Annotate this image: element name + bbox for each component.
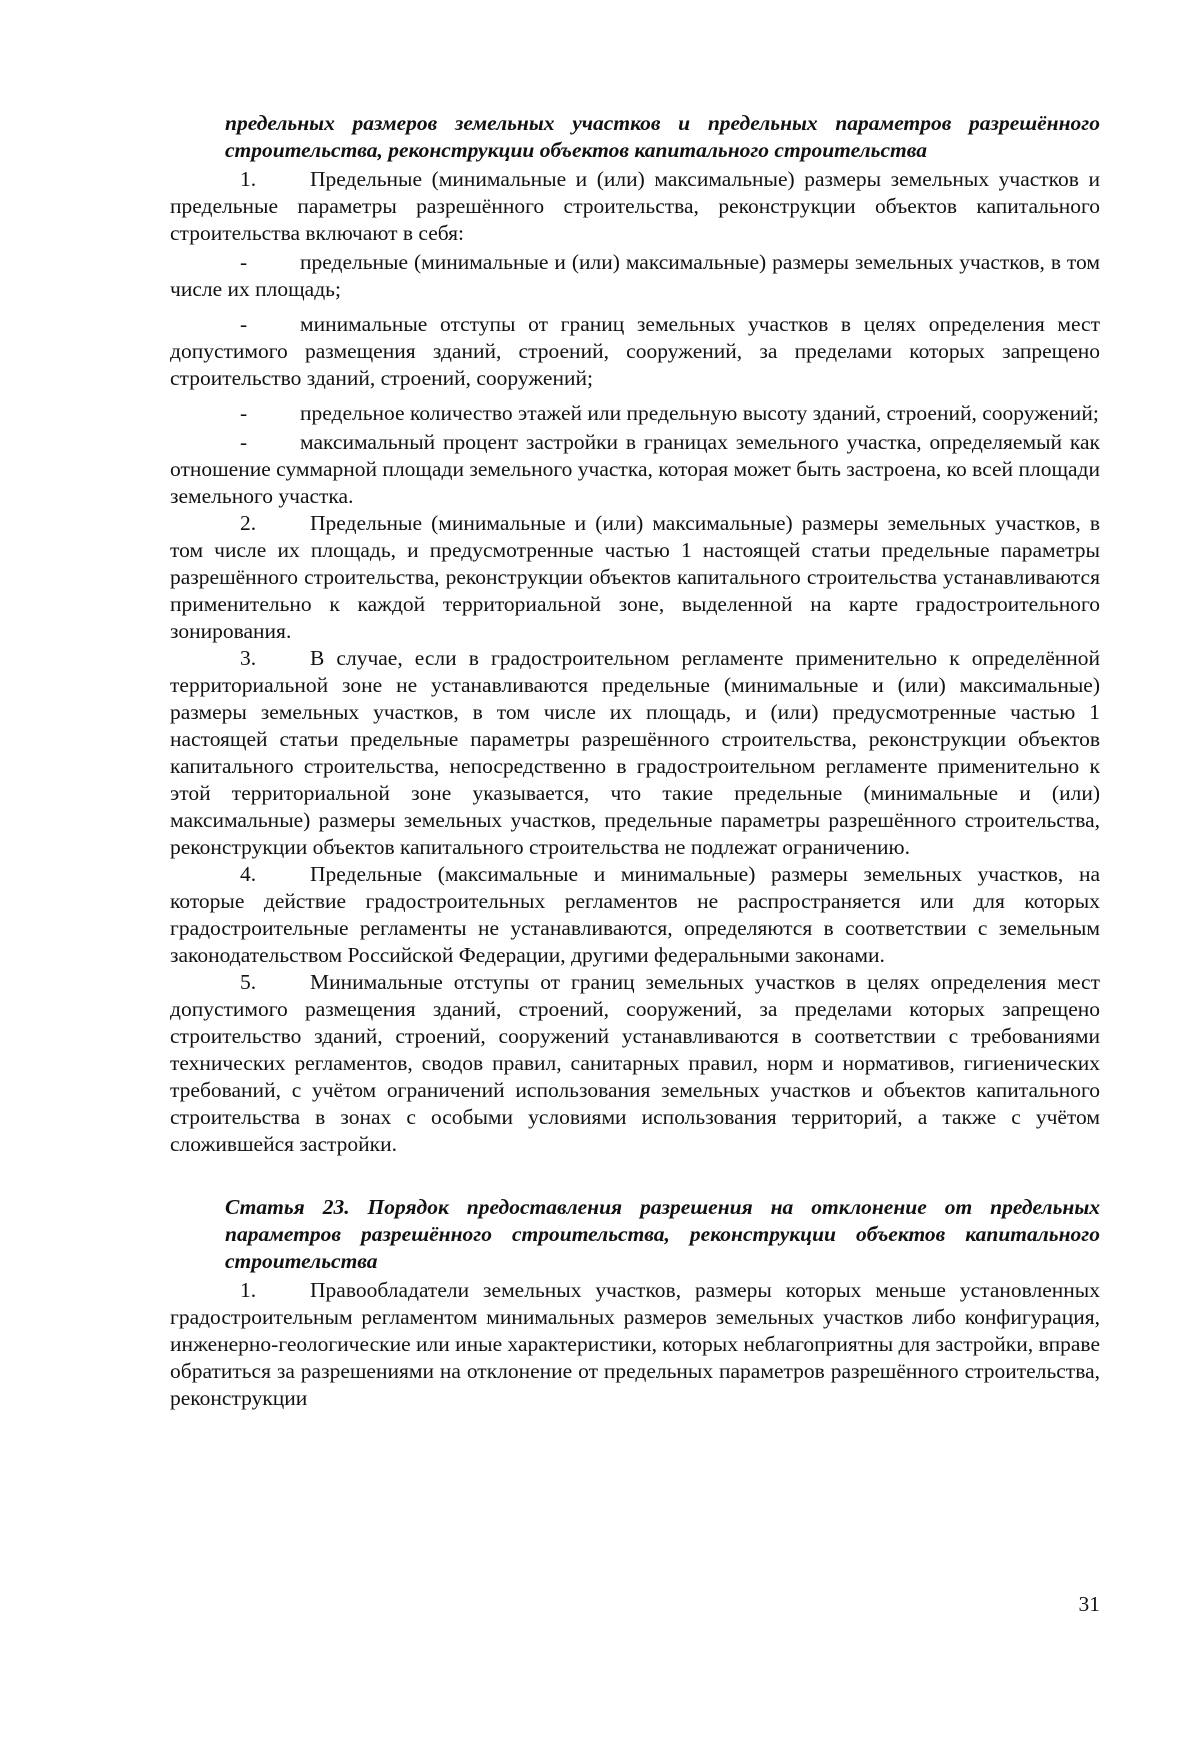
paragraph-text: Правообладатели земельных участков, размеры которых меньше установленных градостроительным регламентом минимальных размеров земельных участков либо конфигурация, инженерно-геологические или иные характеристики, которых неблагоприятны для застройки, вправе обратиться за разрешениями на отклонение от предельных параметров разрешённого строительства, реконструкции — [170, 1278, 1100, 1410]
paragraph-text: Предельные (минимальные и (или) максимальные) размеры земельных участков и предельные параметры разрешённого строительства, реконструкции объектов капитального строительства включают в себя: — [170, 167, 1100, 245]
list-item-text: предельное количество этажей или предельную высоту зданий, строений, сооружений; — [300, 401, 1099, 425]
document-page — [170, 110, 1100, 1412]
paragraph-number: 2. — [240, 511, 257, 535]
paragraph-text: Предельные (минимальные и (или) максимальные) размеры земельных участков, в том числе их площадь, и предусмотренные частью 1 настоящей статьи предельные параметры разрешённого строительства, реконструкции объектов капитального строительства устанавливаются применительно к каждой территориальной зоне, выделенной на карте градостроительного зонирования. — [170, 511, 1100, 643]
article-22-list-item-3 — [170, 400, 1100, 427]
article-22-list-item-2 — [170, 311, 1100, 392]
paragraph-number: 1. — [240, 1278, 257, 1302]
article-22-paragraph-3 — [170, 645, 1100, 861]
list-item-text: предельные (минимальные и (или) максимальные) размеры земельных участков, в том числе их площадь; — [170, 250, 1100, 301]
paragraph-number: 4. — [240, 862, 257, 886]
article-23-paragraph-1 — [170, 1277, 1100, 1412]
list-dash: - — [240, 430, 248, 454]
section-22-heading-continuation: предельных размеров земельных участков и предельных параметров разрешённого строительства, реконструкции объектов капитального строительства — [225, 111, 1100, 162]
list-dash: - — [240, 250, 248, 274]
article-22-paragraph-1 — [170, 166, 1100, 247]
article-22-paragraph-2 — [170, 510, 1100, 645]
article-22-paragraph-5 — [170, 969, 1100, 1158]
paragraph-text: Предельные (максимальные и минимальные) размеры земельных участков, на которые действие градостроительных регламентов не распространяется или для которых градостроительные регламенты не устанавливаются, определяются в соответствии с земельным законодательством Российской Федерации, другими федеральными законами. — [170, 862, 1100, 967]
paragraph-number: 5. — [240, 970, 257, 994]
article-22-list-item-1 — [170, 249, 1100, 303]
paragraph-text: Минимальные отступы от границ земельных участков в целях определения мест допустимого размещения зданий, строений, сооружений, за пределами которых запрещено строительство зданий, строений, сооружений устанавливаются в соответствии с требованиями технических регламентов, сводов правил, санитарных правил, норм и нормативов, гигиенических требований, с учётом ограничений использования земельных участков и объектов капитального строительства в зонах с особыми условиями использования территорий, а также с учётом сложившейся застройки. — [170, 970, 1100, 1156]
list-item-text: максимальный процент застройки в границах земельного участка, определяемый как отношение суммарной площади земельного участка, которая может быть застроена, ко всей площади земельного участка. — [170, 430, 1100, 508]
list-item-text: минимальные отступы от границ земельных участков в целях определения мест допустимого размещения зданий, строений, сооружений, за пределами которых запрещено строительство зданий, строений, сооружений; — [170, 312, 1100, 390]
list-dash: - — [240, 401, 248, 425]
list-dash: - — [240, 312, 248, 336]
article-23-heading: Статья 23. Порядок предоставления разрешения на отклонение от предельных параметров разрешённого строительства, реконструкции объектов капитального строительства — [225, 1195, 1100, 1273]
paragraph-number: 3. — [240, 646, 257, 670]
article-22-list-item-4 — [170, 429, 1100, 510]
paragraph-text: В случае, если в градостроительном регламенте применительно к определённой территориальной зоне не устанавливаются предельные (минимальные и (или) максимальные) размеры земельных участков, в том числе их площадь, и (или) предусмотренные частью 1 настоящей статьи предельные параметры разрешённого строительства, реконструкции объектов капитального строительства, непосредственно в градостроительном регламенте применительно к этой территориальной зоне указывается, что такие предельные (минимальные и (или) максимальные) размеры земельных участков, предельные параметры разрешённого строительства, реконструкции объектов капитального строительства не подлежат ограничению. — [170, 646, 1100, 859]
paragraph-number: 1. — [240, 167, 257, 191]
page-number: 31 — [1078, 1592, 1100, 1616]
article-22-paragraph-4 — [170, 861, 1100, 969]
